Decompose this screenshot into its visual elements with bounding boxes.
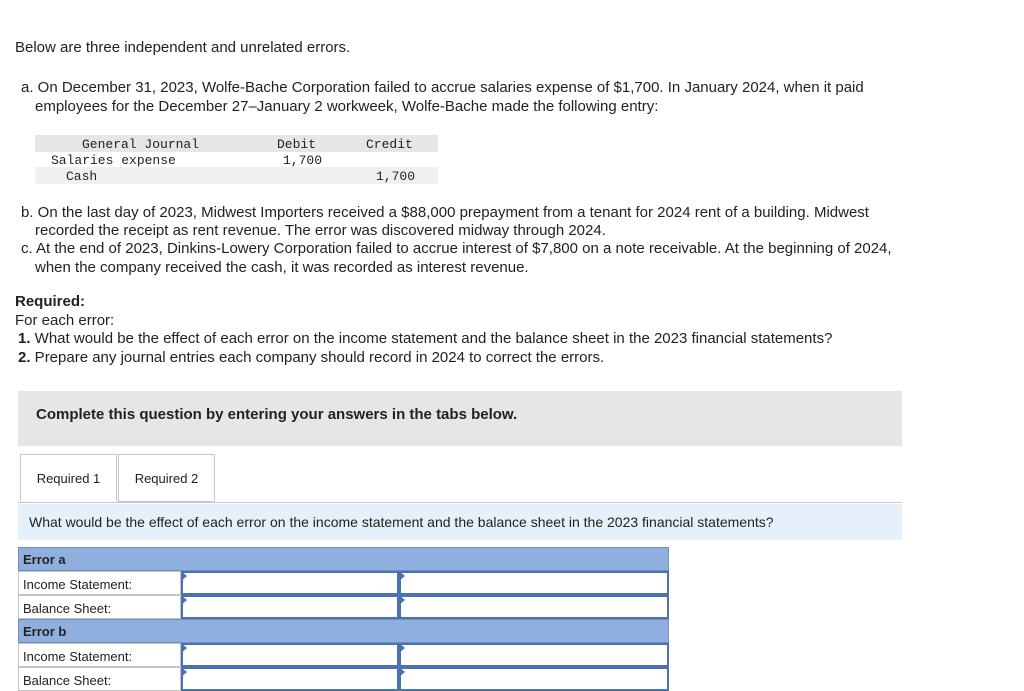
- journal-row-debit: 1,700: [283, 153, 323, 168]
- dropdown-marker-icon: [399, 595, 405, 605]
- instructions-box: [18, 391, 902, 446]
- effect-input[interactable]: [181, 571, 399, 595]
- grid-row-label-text: Balance Sheet:: [23, 601, 112, 616]
- required-item-1: [18, 329, 832, 348]
- grid-section-header: [18, 619, 669, 643]
- error-b-line1: b. On the last day of 2023, Midwest Importers received a $88,000 prepayment from a tenant for 2024 rent of a building. Midwest: [21, 204, 869, 221]
- journal-row-account: Cash: [66, 169, 98, 184]
- instructions-text: Complete this question by entering your answers in the tabs below.: [36, 406, 518, 423]
- effect-input[interactable]: [181, 667, 399, 691]
- error-c-line1: c. At the end of 2023, Dinkins-Lowery Corporation failed to accrue interest of $7,800 on a note receivable. At the beginning of 2024,: [21, 240, 892, 257]
- grid-row-label: [18, 643, 181, 667]
- grid-row: [18, 667, 669, 691]
- journal-header-account: General Journal: [82, 137, 200, 152]
- effect-input[interactable]: [399, 667, 669, 691]
- journal-header-credit: Credit: [366, 137, 413, 152]
- journal-row-account: Salaries expense: [51, 153, 176, 168]
- required-item-text: Prepare any journal entries each company should record in 2024 to correct the errors.: [30, 349, 605, 366]
- dropdown-marker-icon: [181, 667, 187, 677]
- error-a-line2: employees for the December 27–January 2 workweek, Wolfe-Bache made the following entry:: [35, 98, 659, 115]
- grid-row-label-text: Income Statement:: [23, 649, 133, 664]
- error-a-line1: a. On December 31, 2023, Wolfe-Bache Corporation failed to accrue salaries expense of $1,700. In January 2024, when it paid: [21, 79, 864, 96]
- grid-row: [18, 595, 669, 619]
- intro-text: Below are three independent and unrelated errors.: [15, 39, 351, 56]
- grid-row-label: [18, 571, 181, 595]
- effect-input[interactable]: [399, 643, 669, 667]
- grid-row-label: [18, 595, 181, 619]
- dropdown-marker-icon: [181, 643, 187, 653]
- question-bar: [18, 504, 902, 540]
- effect-input[interactable]: [399, 571, 669, 595]
- tab-required-2[interactable]: Required 2: [118, 454, 215, 502]
- question-text: What would be the effect of each error on the income statement and the balance sheet in the 2023 financial statements?: [29, 514, 774, 530]
- effect-input[interactable]: [399, 595, 669, 619]
- dropdown-marker-icon: [181, 595, 187, 605]
- grid-section-title: Error b: [23, 624, 67, 639]
- required-item-number: 1.: [18, 330, 31, 347]
- journal-row-credit: 1,700: [376, 169, 416, 184]
- grid-row-label-text: Balance Sheet:: [23, 673, 112, 688]
- tab-divider: [18, 502, 902, 503]
- journal-header-debit: Debit: [277, 137, 317, 152]
- tab-required-1[interactable]: Required 1: [20, 454, 117, 502]
- effect-input[interactable]: [181, 643, 399, 667]
- required-heading: Required:: [15, 293, 86, 310]
- dropdown-marker-icon: [399, 643, 405, 653]
- grid-row: [18, 571, 669, 595]
- required-item-2: [18, 348, 604, 367]
- required-item-text: What would be the effect of each error on the income statement and the balance sheet in the 2023 financial statements?: [30, 330, 833, 347]
- dropdown-marker-icon: [181, 571, 187, 581]
- error-c-line2: when the company received the cash, it was recorded as interest revenue.: [35, 259, 529, 276]
- grid-section-title: Error a: [23, 552, 66, 567]
- required-subheading: For each error:: [15, 312, 115, 329]
- grid-section-header: [18, 547, 669, 571]
- general-journal-table: [35, 135, 438, 185]
- dropdown-marker-icon: [399, 667, 405, 677]
- dropdown-marker-icon: [399, 571, 405, 581]
- grid-row-label-text: Income Statement:: [23, 577, 133, 592]
- grid-row: [18, 643, 669, 667]
- error-b-line2: recorded the receipt as rent revenue. The error was discovered midway through 2024.: [35, 222, 606, 239]
- effect-input[interactable]: [181, 595, 399, 619]
- grid-row-label: [18, 667, 181, 691]
- required-item-number: 2.: [18, 349, 31, 366]
